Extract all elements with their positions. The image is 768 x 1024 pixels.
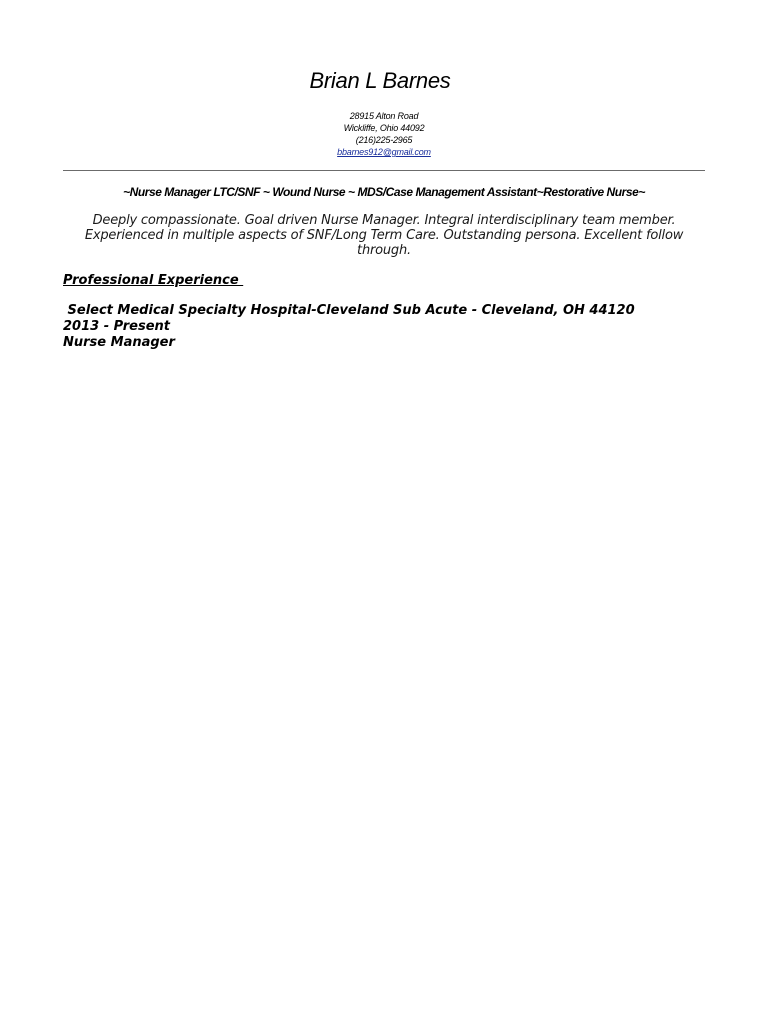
contact-block — [0, 110, 768, 158]
email-link[interactable]: bbarnes912@gmail.com — [337, 147, 431, 157]
job-title: Nurse Manager — [63, 335, 175, 350]
phone-line: (216)225-2965 — [355, 135, 413, 145]
header-divider — [63, 170, 705, 171]
candidate-name: Brian L Barnes — [309, 68, 451, 93]
experience-heading: Professional Experience — [63, 273, 244, 288]
job-employer: Select Medical Specialty Hospital-Cleveland Sub Acute - Cleveland, OH 44120 — [63, 303, 635, 318]
job-dates: 2013 - Present — [63, 319, 171, 334]
job-entry — [63, 303, 635, 351]
summary-paragraph: Deeply compassionate. Goal driven Nurse Manager. Integral interdisciplinary team member. Experienced in multiple aspects of SNF/Long Term Care. Outstanding persona. Excellent follow through. — [84, 213, 684, 258]
professional-headline: ~Nurse Manager LTC/SNF ~ Wound Nurse ~ MDS/Case Management Assistant~Restorative Nurse~ — [123, 185, 645, 199]
address-line: 28915 Alton Road — [349, 111, 419, 121]
city-line: Wickliffe, Ohio 44092 — [343, 123, 425, 133]
